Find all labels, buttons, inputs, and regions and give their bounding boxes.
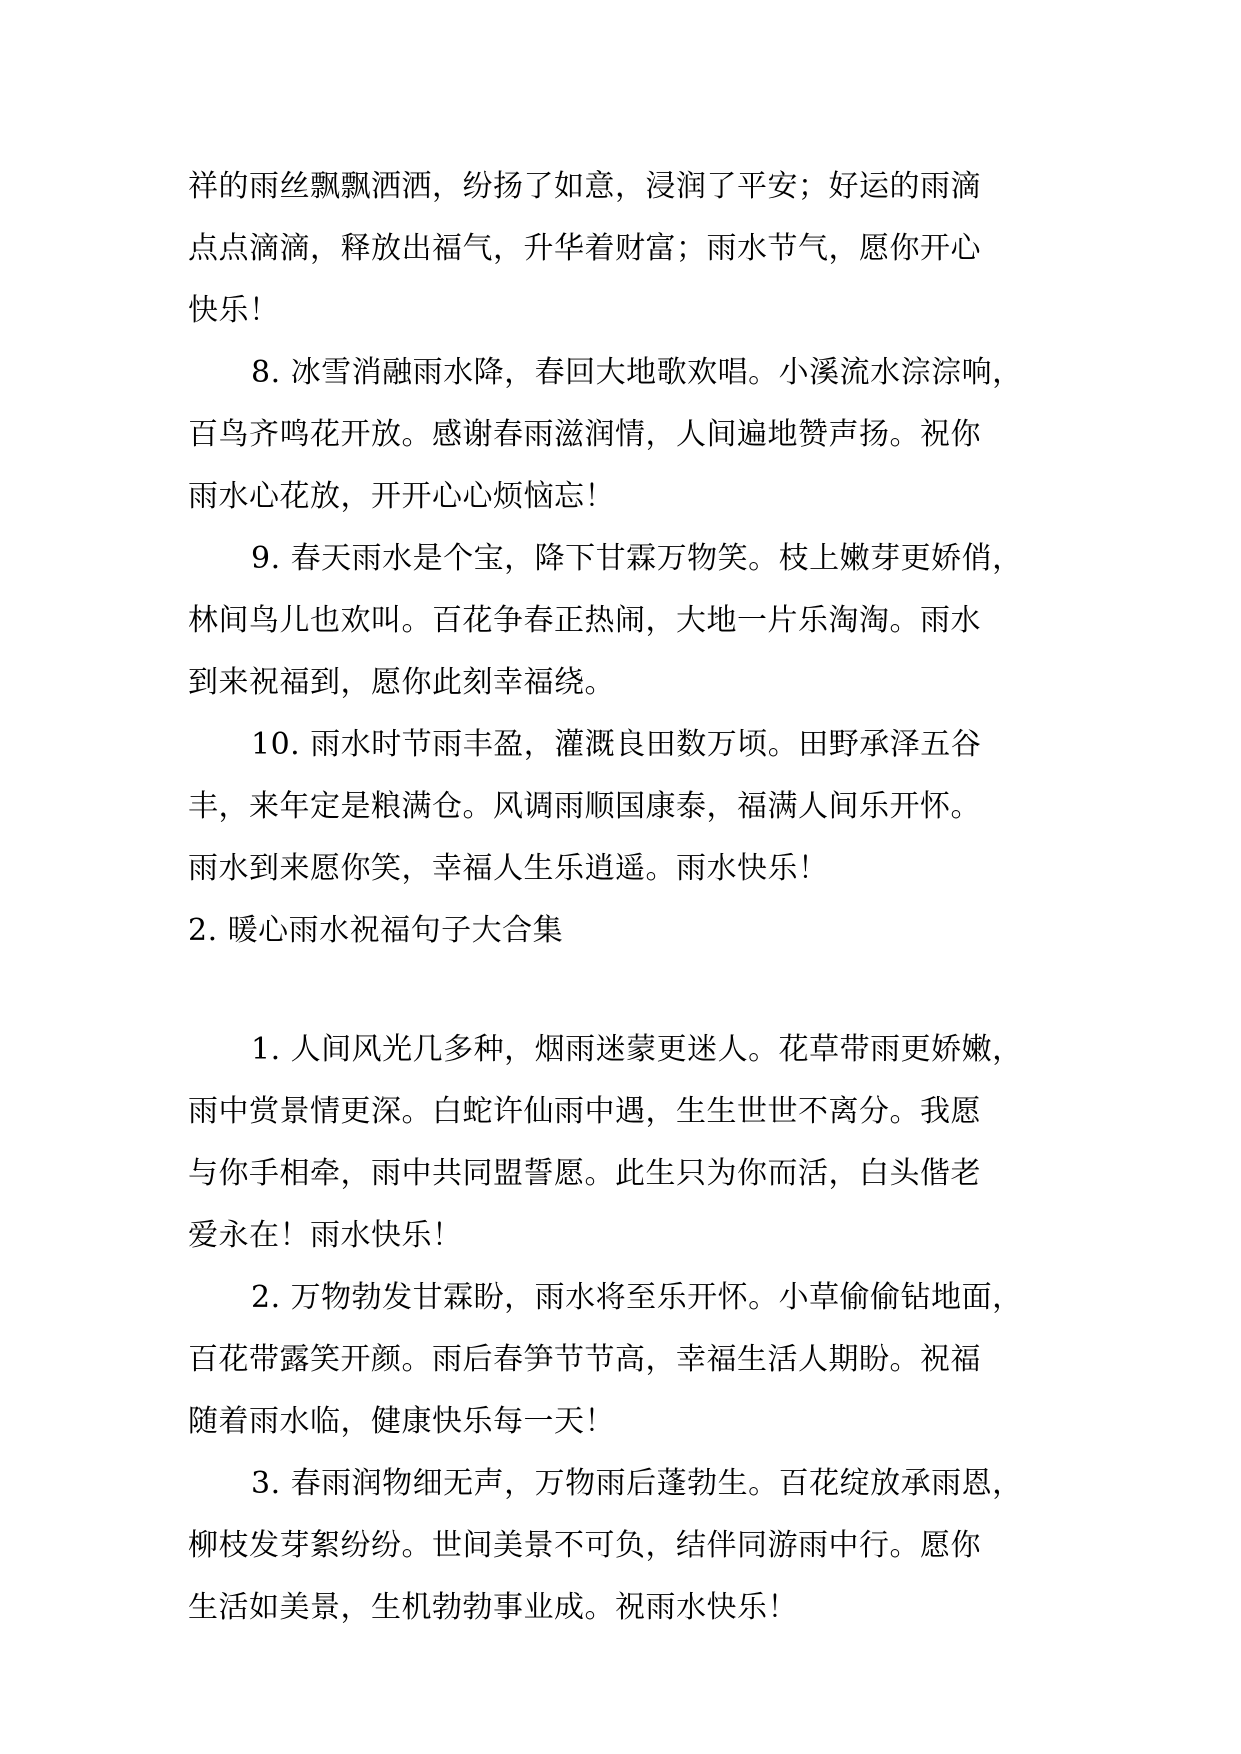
text-line: 雨水到来愿你笑，幸福人生乐逍遥。雨水快乐！ (188, 851, 829, 886)
text-line: 1. 人间风光几多种，烟雨迷蒙更迷人。花草带雨更娇嫩， (251, 1032, 1023, 1067)
text-line: 到来祝福到，愿你此刻幸福绕。 (188, 665, 615, 700)
paragraph-section2-item-2 (188, 1267, 1060, 1453)
document-body (188, 156, 1060, 1639)
text-line: 柳枝发芽絮纷纷。世间美景不可负，结伴同游雨中行。愿你 (188, 1528, 981, 1563)
text-line: 与你手相牵，雨中共同盟誓愿。此生只为你而活，白头偕老 (188, 1156, 981, 1191)
text-line: 快乐！ (188, 293, 280, 328)
blank-line (188, 962, 1060, 1019)
paragraph-section2-item-3 (188, 1453, 1060, 1639)
text-line: 8. 冰雪消融雨水降，春回大地歌欢唱。小溪流水淙淙响， (251, 355, 1023, 390)
text-line: 雨中赏景情更深。白蛇许仙雨中遇，生生世世不离分。我愿 (188, 1094, 981, 1129)
text-line: 2. 万物勃发甘霖盼，雨水将至乐开怀。小草偷偷钻地面， (251, 1280, 1023, 1315)
paragraph-item-10 (188, 714, 1060, 900)
paragraph-continuation (188, 156, 1060, 342)
paragraph-item-8 (188, 342, 1060, 528)
text-line: 10. 雨水时节雨丰盈，灌溉良田数万顷。田野承泽五谷 (251, 727, 982, 762)
text-line: 随着雨水临，健康快乐每一天！ (188, 1404, 615, 1439)
text-line: 9. 春天雨水是个宝，降下甘霖万物笑。枝上嫩芽更娇俏， (251, 541, 1023, 576)
text-line: 点点滴滴，释放出福气，升华着财富；雨水节气，愿你开心 (188, 231, 981, 266)
text-line: 爱永在！雨水快乐！ (188, 1218, 463, 1253)
text-line: 百花带露笑开颜。雨后春笋节节高，幸福生活人期盼。祝福 (188, 1342, 981, 1377)
text-line: 祥的雨丝飘飘洒洒，纷扬了如意，浸润了平安；好运的雨滴 (188, 169, 981, 204)
text-line: 雨水心花放，开开心心烦恼忘！ (188, 479, 615, 514)
text-line: 林间鸟儿也欢叫。百花争春正热闹，大地一片乐淘淘。雨水 (188, 603, 981, 638)
text-line: 生活如美景，生机勃勃事业成。祝雨水快乐！ (188, 1590, 798, 1625)
text-line: 百鸟齐鸣花开放。感谢春雨滋润情，人间遍地赞声扬。祝你 (188, 417, 981, 452)
text-line: 3. 春雨润物细无声，万物雨后蓬勃生。百花绽放承雨恩， (251, 1466, 1023, 1501)
paragraph-section2-item-1 (188, 1019, 1060, 1267)
paragraph-item-9 (188, 528, 1060, 714)
section-heading: 2. 暖心雨水祝福句子大合集 (188, 913, 564, 948)
text-line: 丰，来年定是粮满仓。风调雨顺国康泰，福满人间乐开怀。 (188, 789, 981, 824)
